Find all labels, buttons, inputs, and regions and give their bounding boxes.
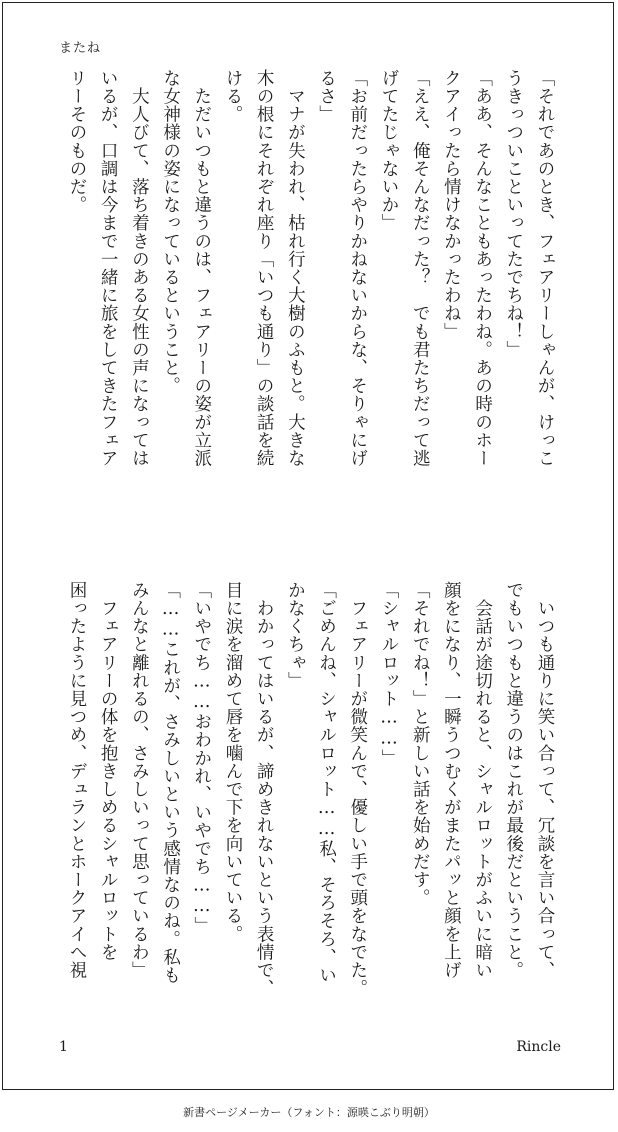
text-line: 「シャルロット……」 — [378, 581, 399, 767]
text-line: フェアリーが微笑んで、優しい手で頭をなでた。 — [347, 581, 368, 998]
text-line: リーそのものだ。 — [66, 69, 87, 214]
text-line: かなくちゃ」 — [285, 581, 306, 690]
text-line: うきっついこといってたでちね！」 — [503, 69, 524, 359]
text-line: 「お前だったらやりかねないからな、そりゃにげ — [347, 69, 368, 468]
text-column-lower — [61, 581, 560, 1036]
text-line: 「いやでち……おわかれ、いやでち……」 — [191, 581, 212, 935]
text-line: 困ったように見つめ、デュランとホークアイへ視 — [66, 581, 87, 980]
author-name: Rincle — [516, 1039, 561, 1055]
text-line: いつも通りに笑い合って、冗談を言い合って、 — [535, 581, 555, 980]
text-line: 「ごめんね、シャルロット……私、そろそろ、い — [316, 581, 337, 985]
text-line: でもいつもと違うのはこれが最後だということ。 — [503, 581, 524, 980]
text-line: ただいつもと違うのは、フェアリーの姿が立派 — [191, 69, 212, 468]
text-column-upper — [61, 69, 560, 534]
text-line: クアイったら情けなかったわね」 — [441, 69, 462, 341]
text-line: 会話が途切れると、シャルロットがふいに暗い — [472, 581, 493, 980]
text-line: フェアリーの体を抱きしめるシャルロットを — [98, 581, 119, 962]
text-line: な女神様の姿になっているということ。 — [160, 69, 181, 395]
text-line: 「ああ、そんなこともあったわね。あの時のホー — [472, 69, 493, 468]
book-page — [2, 2, 614, 1090]
text-line: るさ」 — [316, 69, 337, 124]
text-line: 目に涙を溜めて唇を噛んで下を向いている。 — [222, 581, 243, 943]
text-line: 「ええ、俺そんなだった？ でも君たちだって逃 — [410, 69, 431, 468]
text-line: わかってはいるが、諦めきれないという表情で、 — [254, 581, 275, 998]
text-line: ける。 — [222, 69, 243, 124]
text-line: マナが失われ、枯れ行く大樹のふもと。大きな — [285, 69, 306, 468]
text-line: いるが、口調は今まで一緒に旅をしてきたフェア — [98, 69, 119, 468]
text-line: 「それでね！」と新しい話を始めだす。 — [410, 581, 431, 907]
text-line: 大人びて、落ち着きのある女性の声になっては — [129, 69, 150, 468]
text-line: げてたじゃないか」 — [378, 69, 399, 232]
text-line: 「それであのとき、フェアリーしゃんが、けっこ — [535, 69, 555, 468]
text-line: みんなと離れるの、さみしいって思っているわ」 — [129, 581, 150, 980]
chapter-title: またね — [59, 41, 102, 56]
footer-credit: 新書ページメーカー（フォント：源暎こぶり明朝） — [183, 1106, 435, 1119]
text-line: 顔をになり、一瞬うつむくがまたパッと顔を上げ — [441, 581, 462, 980]
text-line: 「……これが、さみしいという感情なのね。私も — [160, 581, 181, 985]
text-line: 木の根にそれぞれ座り「いつも通り」の談話を続 — [254, 69, 275, 468]
page-number: 1 — [59, 1039, 68, 1055]
